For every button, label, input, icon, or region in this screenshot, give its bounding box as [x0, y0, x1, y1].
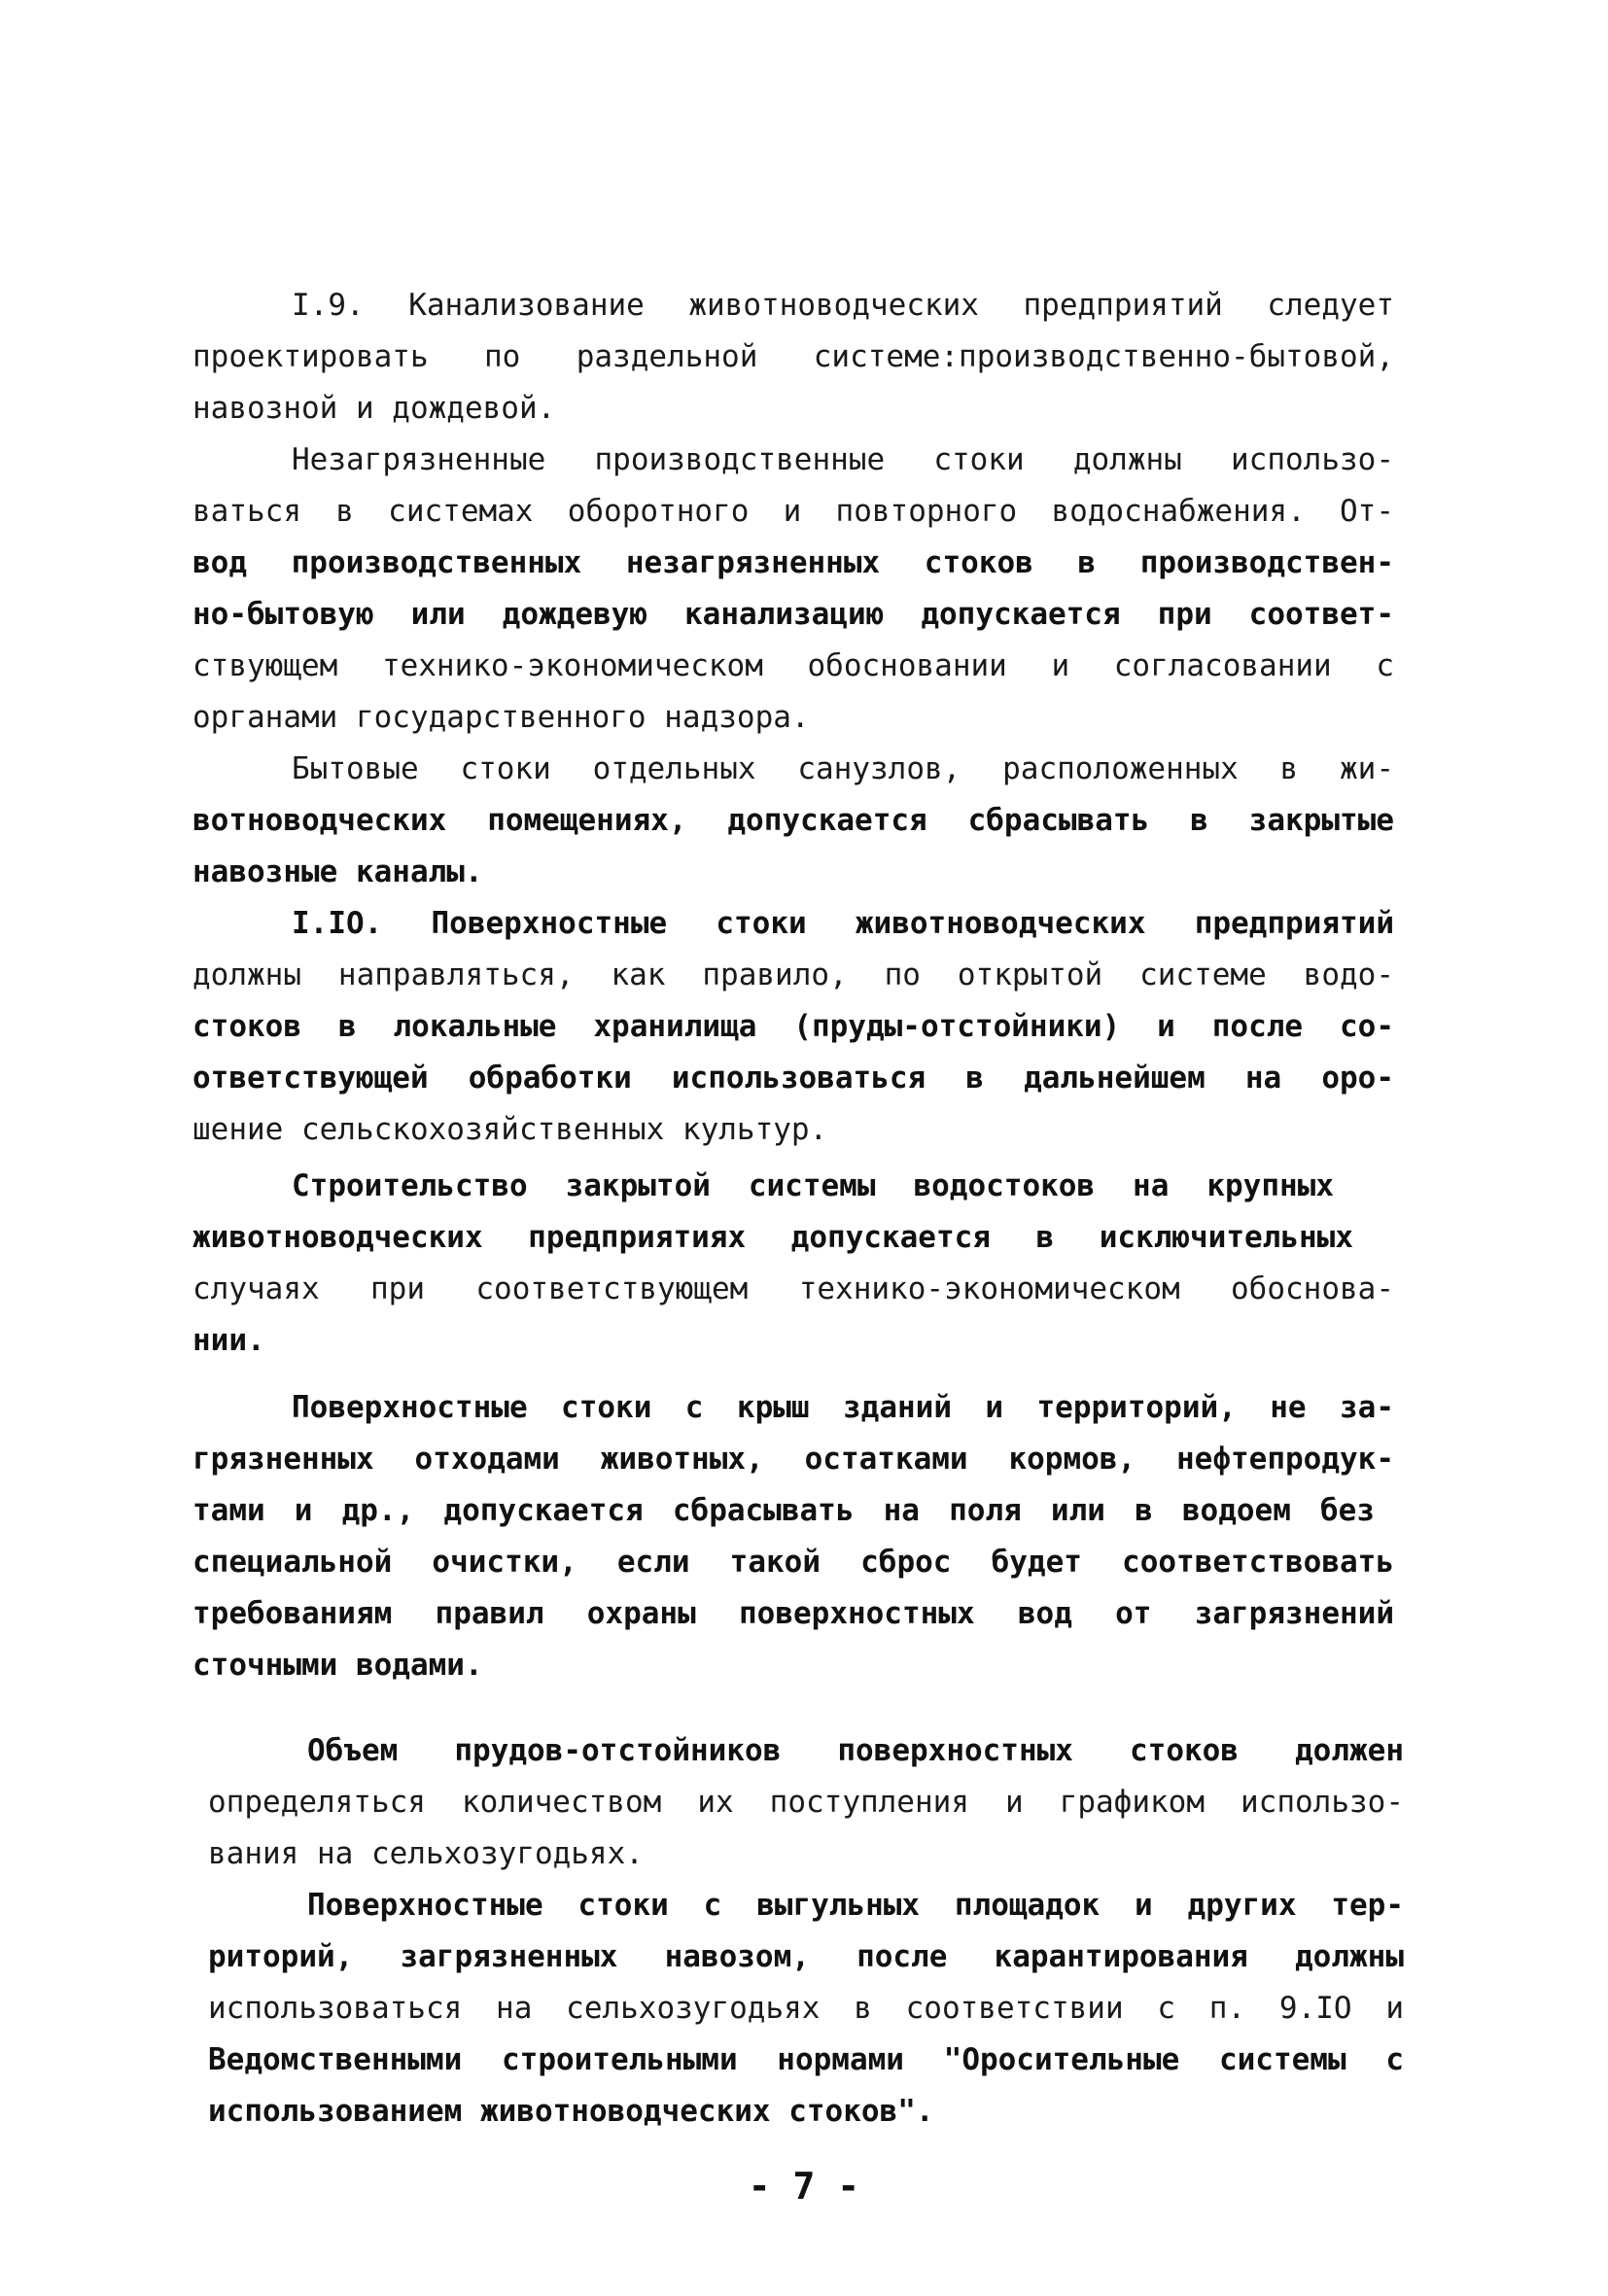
paragraph-line: Ведомственными строительными нормами "Оросительные системы с — [208, 2042, 1404, 2077]
paragraph-line: органами государственного надзора. — [192, 700, 810, 735]
paragraph-line: Поверхностные стоки с крыш зданий и территорий, не за- — [292, 1390, 1394, 1425]
paragraph-line: использованием животноводческих стоков". — [208, 2094, 934, 2129]
paragraph-line: стоков в локальные хранилища (пруды-отстойники) и после со- — [192, 1009, 1394, 1044]
paragraph-line: животноводческих предприятиях допускается в исключительных — [192, 1220, 1353, 1255]
paragraph-line: специальной очистки, если такой сброс будет соответствовать — [192, 1545, 1394, 1580]
paragraph-line: ответствующей обработки использоваться в дальнейшем на оро- — [192, 1061, 1394, 1096]
paragraph-line: сточными водами. — [192, 1648, 483, 1683]
page-number: - 7 - — [748, 2165, 860, 2208]
paragraph-line: I.IO. Поверхностные стоки животноводческих предприятий — [292, 906, 1394, 941]
paragraph-line: должны направляться, как правило, по открытой системе водо- — [192, 957, 1394, 992]
paragraph-line: навозной и дождевой. — [192, 391, 556, 426]
paragraph-line: но-бытовую или дождевую канализацию допускается при соответ- — [192, 597, 1394, 632]
paragraph-line: использоваться на сельхозугодьях в соответствии с п. 9.IO и — [208, 1991, 1404, 2026]
paragraph-line: I.9. Канализование животноводческих предприятий следует — [292, 288, 1394, 323]
paragraph-line: определяться количеством их поступления и графиком использо- — [208, 1785, 1404, 1820]
paragraph-line: вод производственных незагрязненных стоков в производствен- — [192, 545, 1394, 580]
paragraph-line: случаях при соответствующем технико-экономическом обоснова- — [192, 1271, 1394, 1306]
paragraph-line: ваться в системах оборотного и повторного водоснабжения. От- — [192, 494, 1394, 529]
paragraph-line: нии. — [192, 1323, 265, 1358]
paragraph-line: Поверхностные стоки с выгульных площадок и других тер- — [307, 1888, 1404, 1923]
paragraph-line: грязненных отходами животных, остатками кормов, нефтепродук- — [192, 1442, 1394, 1477]
paragraph-line: Незагрязненные производственные стоки должны использо- — [292, 442, 1394, 477]
paragraph-line: тами и др., допускается сбрасывать на поля или в водоем без — [192, 1493, 1375, 1528]
paragraph-line: требованиям правил охраны поверхностных вод от загрязнений — [192, 1596, 1394, 1631]
paragraph-line: вотноводческих помещениях, допускается сбрасывать в закрытые — [192, 803, 1394, 838]
paragraph-line: вания на сельхозугодьях. — [208, 1836, 644, 1871]
paragraph-line: Объем прудов-отстойников поверхностных стоков должен — [307, 1733, 1404, 1768]
paragraph-line: проектировать по раздельной системе:производственно-бытовой, — [192, 339, 1394, 374]
paragraph-line: Строительство закрытой системы водостоков на крупных — [292, 1168, 1334, 1203]
paragraph-line: ствующем технико-экономическом обосновании и согласовании с — [192, 648, 1394, 683]
paragraph-line: шение сельскохозяйственных культур. — [192, 1112, 828, 1147]
paragraph-line: навозные каналы. — [192, 854, 483, 889]
paragraph-line: Бытовые стоки отдельных санузлов, расположенных в жи- — [292, 751, 1394, 786]
paragraph-line: риторий, загрязненных навозом, после карантирования должны — [208, 1939, 1404, 1974]
